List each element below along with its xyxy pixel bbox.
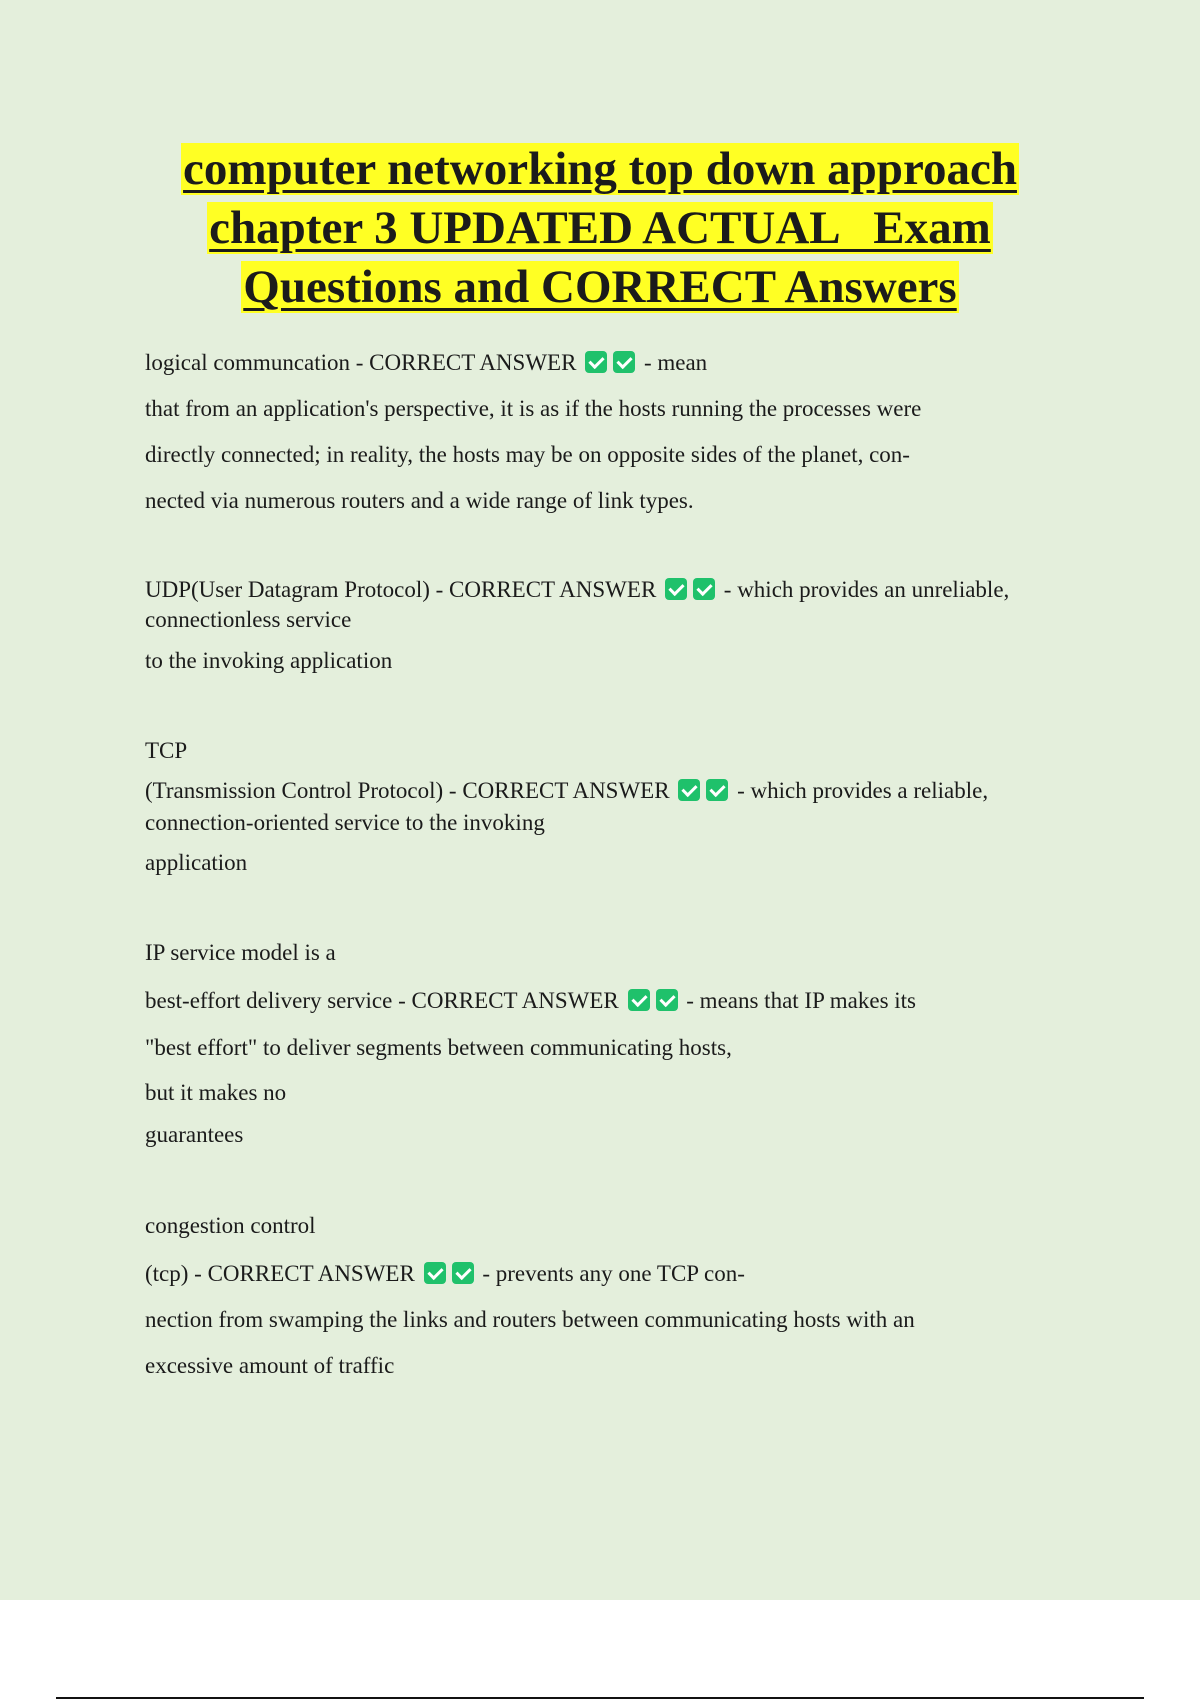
qa-entry-ip-service-model xyxy=(145,930,1065,1159)
question-text-line: TCP xyxy=(145,738,188,763)
answer-text-line: connectionless service xyxy=(145,607,352,632)
entry-answer-line xyxy=(145,574,1065,606)
question-text: best-effort delivery service - CORRECT ANSWER xyxy=(145,988,619,1013)
answer-text-line: to the invoking application xyxy=(145,648,393,673)
title-line-2: chapter 3 UPDATED ACTUAL Exam xyxy=(209,202,991,254)
answer-text-line: "best effort" to deliver segments between communicating hosts, xyxy=(145,1035,732,1060)
question-text-line: IP service model is a xyxy=(145,940,336,965)
check-mark-button-icon xyxy=(656,989,678,1011)
check-mark-button-icon xyxy=(628,989,650,1011)
answer-text: - which provides a reliable, xyxy=(737,778,989,803)
entry-spacer xyxy=(145,684,1065,728)
check-mark-button-icon xyxy=(678,779,700,801)
check-mark-button-icon xyxy=(693,578,715,600)
question-text: (Transmission Control Protocol) - CORRECT ANSWER xyxy=(145,778,670,803)
qa-entry-udp xyxy=(145,574,1065,684)
answer-text-line: connection-oriented service to the invoking xyxy=(145,810,545,835)
check-mark-button-icon xyxy=(665,578,687,600)
footer-divider xyxy=(56,1697,1144,1699)
question-text: (tcp) - CORRECT ANSWER xyxy=(145,1261,415,1286)
answer-text: - prevents any one TCP con- xyxy=(482,1261,745,1286)
title-line-1: computer networking top down approach xyxy=(183,143,1017,195)
qa-entry-logical-communication xyxy=(145,340,1065,524)
answer-text-line: nection from swamping the links and routers between communicating hosts with an xyxy=(145,1307,915,1332)
answer-text-line: that from an application's perspective, it is as if the hosts running the processes were xyxy=(145,396,922,421)
entry-answer-line xyxy=(145,1251,1065,1297)
answer-text-line: application xyxy=(145,850,248,875)
entry-spacer xyxy=(145,524,1065,574)
answer-text-line: nected via numerous routers and a wide range of link types. xyxy=(145,488,694,513)
answer-text-line: directly connected; in reality, the hosts may be on opposite sides of the planet, con- xyxy=(145,442,910,467)
answer-text: - means that IP makes its xyxy=(686,988,917,1013)
check-mark-button-icon xyxy=(585,351,607,373)
answer-text: - which provides an unreliable, xyxy=(723,577,1010,602)
answer-text-line: guarantees xyxy=(145,1122,244,1147)
entry-spacer xyxy=(145,886,1065,930)
question-text-line: congestion control xyxy=(145,1213,316,1238)
entry-answer-line xyxy=(145,340,1065,386)
entry-spacer xyxy=(145,1159,1065,1203)
qa-list xyxy=(145,340,1065,1389)
answer-text-line: excessive amount of traffic xyxy=(145,1353,395,1378)
answer-text-line: but it makes no xyxy=(145,1080,287,1105)
entry-answer-line xyxy=(145,976,1065,1025)
check-mark-button-icon xyxy=(452,1262,474,1284)
document-title xyxy=(80,140,1120,317)
check-mark-button-icon xyxy=(706,779,728,801)
qa-entry-tcp xyxy=(145,728,1065,886)
check-mark-button-icon xyxy=(424,1262,446,1284)
question-text: logical communcation - CORRECT ANSWER xyxy=(145,350,577,375)
entry-answer-line xyxy=(145,774,1065,808)
answer-text: - mean xyxy=(643,350,708,375)
check-mark-button-icon xyxy=(613,351,635,373)
title-line-3: Questions and CORRECT Answers xyxy=(243,261,957,313)
question-text: UDP(User Datagram Protocol) - CORRECT ANSWER xyxy=(145,577,657,602)
qa-entry-congestion-control xyxy=(145,1203,1065,1389)
